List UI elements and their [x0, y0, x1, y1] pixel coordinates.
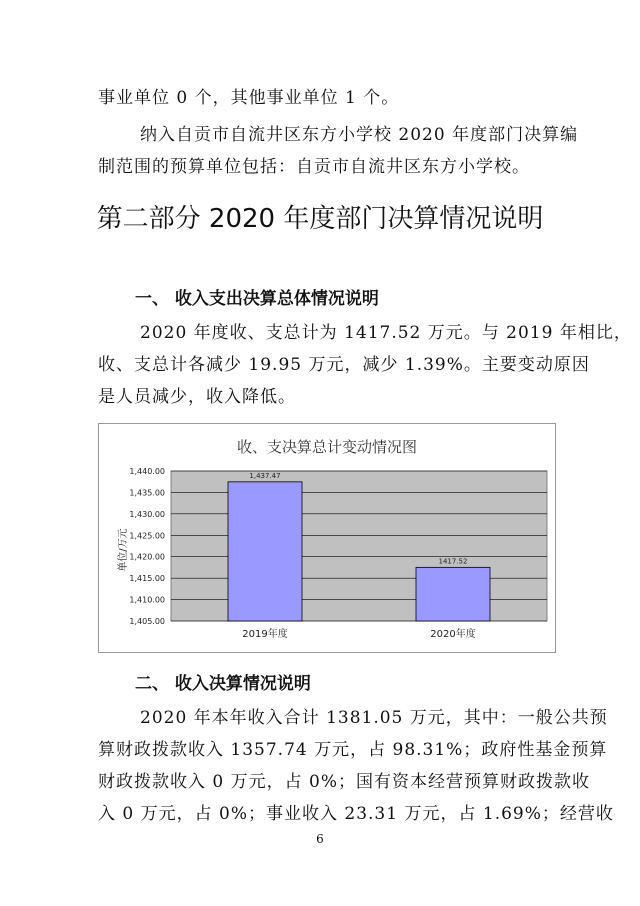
- paragraph-line: 是人员减少，收入降低。: [98, 387, 296, 407]
- y-tick-label: 1,410.00: [129, 595, 165, 605]
- heading-income: 二、 收入决算情况说明: [135, 674, 311, 694]
- plot-background: [171, 471, 547, 621]
- chart-title: 收、支决算总计变动情况图: [236, 438, 418, 456]
- plot-area: [129, 467, 547, 640]
- y-tick-label: 1,440.00: [129, 467, 165, 476]
- heading-income-expense: 一、 收入支出决算总体情况说明: [135, 289, 379, 309]
- paragraph-line: 事业单位 0 个，其他事业单位 1 个。: [98, 88, 400, 108]
- paragraph-line: 制范围的预算单位包括：自贡市自流井区东方小学校。: [98, 157, 530, 177]
- paragraph-line: 算财政拨款收入 1357.74 万元，占 98.31%；政府性基金预算: [98, 740, 608, 760]
- x-tick-label: 2019年度: [242, 629, 288, 640]
- paragraph-line: 2020 年本年收入合计 1381.05 万元，其中：一般公共预: [140, 708, 608, 728]
- bar: [228, 482, 302, 621]
- paragraph-line: 收、支总计各减少 19.95 万元，减少 1.39%。主要变动原因: [98, 355, 590, 375]
- paragraph-line: 入 0 万元，占 0%；事业收入 23.31 万元，占 1.69%；经营收: [98, 804, 614, 824]
- chart-frame: [98, 423, 556, 653]
- page-number: 6: [316, 832, 324, 846]
- y-tick-label: 1,405.00: [129, 617, 165, 626]
- section-title: 第二部分 2020 年度部门决算情况说明: [96, 204, 544, 234]
- bar: [416, 567, 490, 621]
- y-tick-label: 1,430.00: [129, 509, 165, 519]
- paragraph-line: 纳入自贡市自流井区东方小学校 2020 年度部门决算编: [140, 125, 579, 145]
- y-tick-label: 1,435.00: [129, 488, 165, 498]
- y-axis-label: 单位/万元: [118, 528, 129, 572]
- y-tick-label: 1,415.00: [129, 574, 165, 584]
- paragraph-line: 财政拨款收入 0 万元，占 0%；国有资本经营预算财政拨款收: [98, 772, 590, 792]
- data-label: 1417.52: [438, 557, 468, 566]
- y-tick-label: 1,420.00: [129, 552, 165, 562]
- bar-chart: [99, 424, 555, 652]
- data-label: 1,437.47: [249, 471, 281, 480]
- y-tick-label: 1,425.00: [129, 531, 165, 541]
- x-tick-label: 2020年度: [430, 629, 476, 640]
- paragraph-line: 2020 年度收、支总计为 1417.52 万元。与 2019 年相比，: [140, 323, 632, 343]
